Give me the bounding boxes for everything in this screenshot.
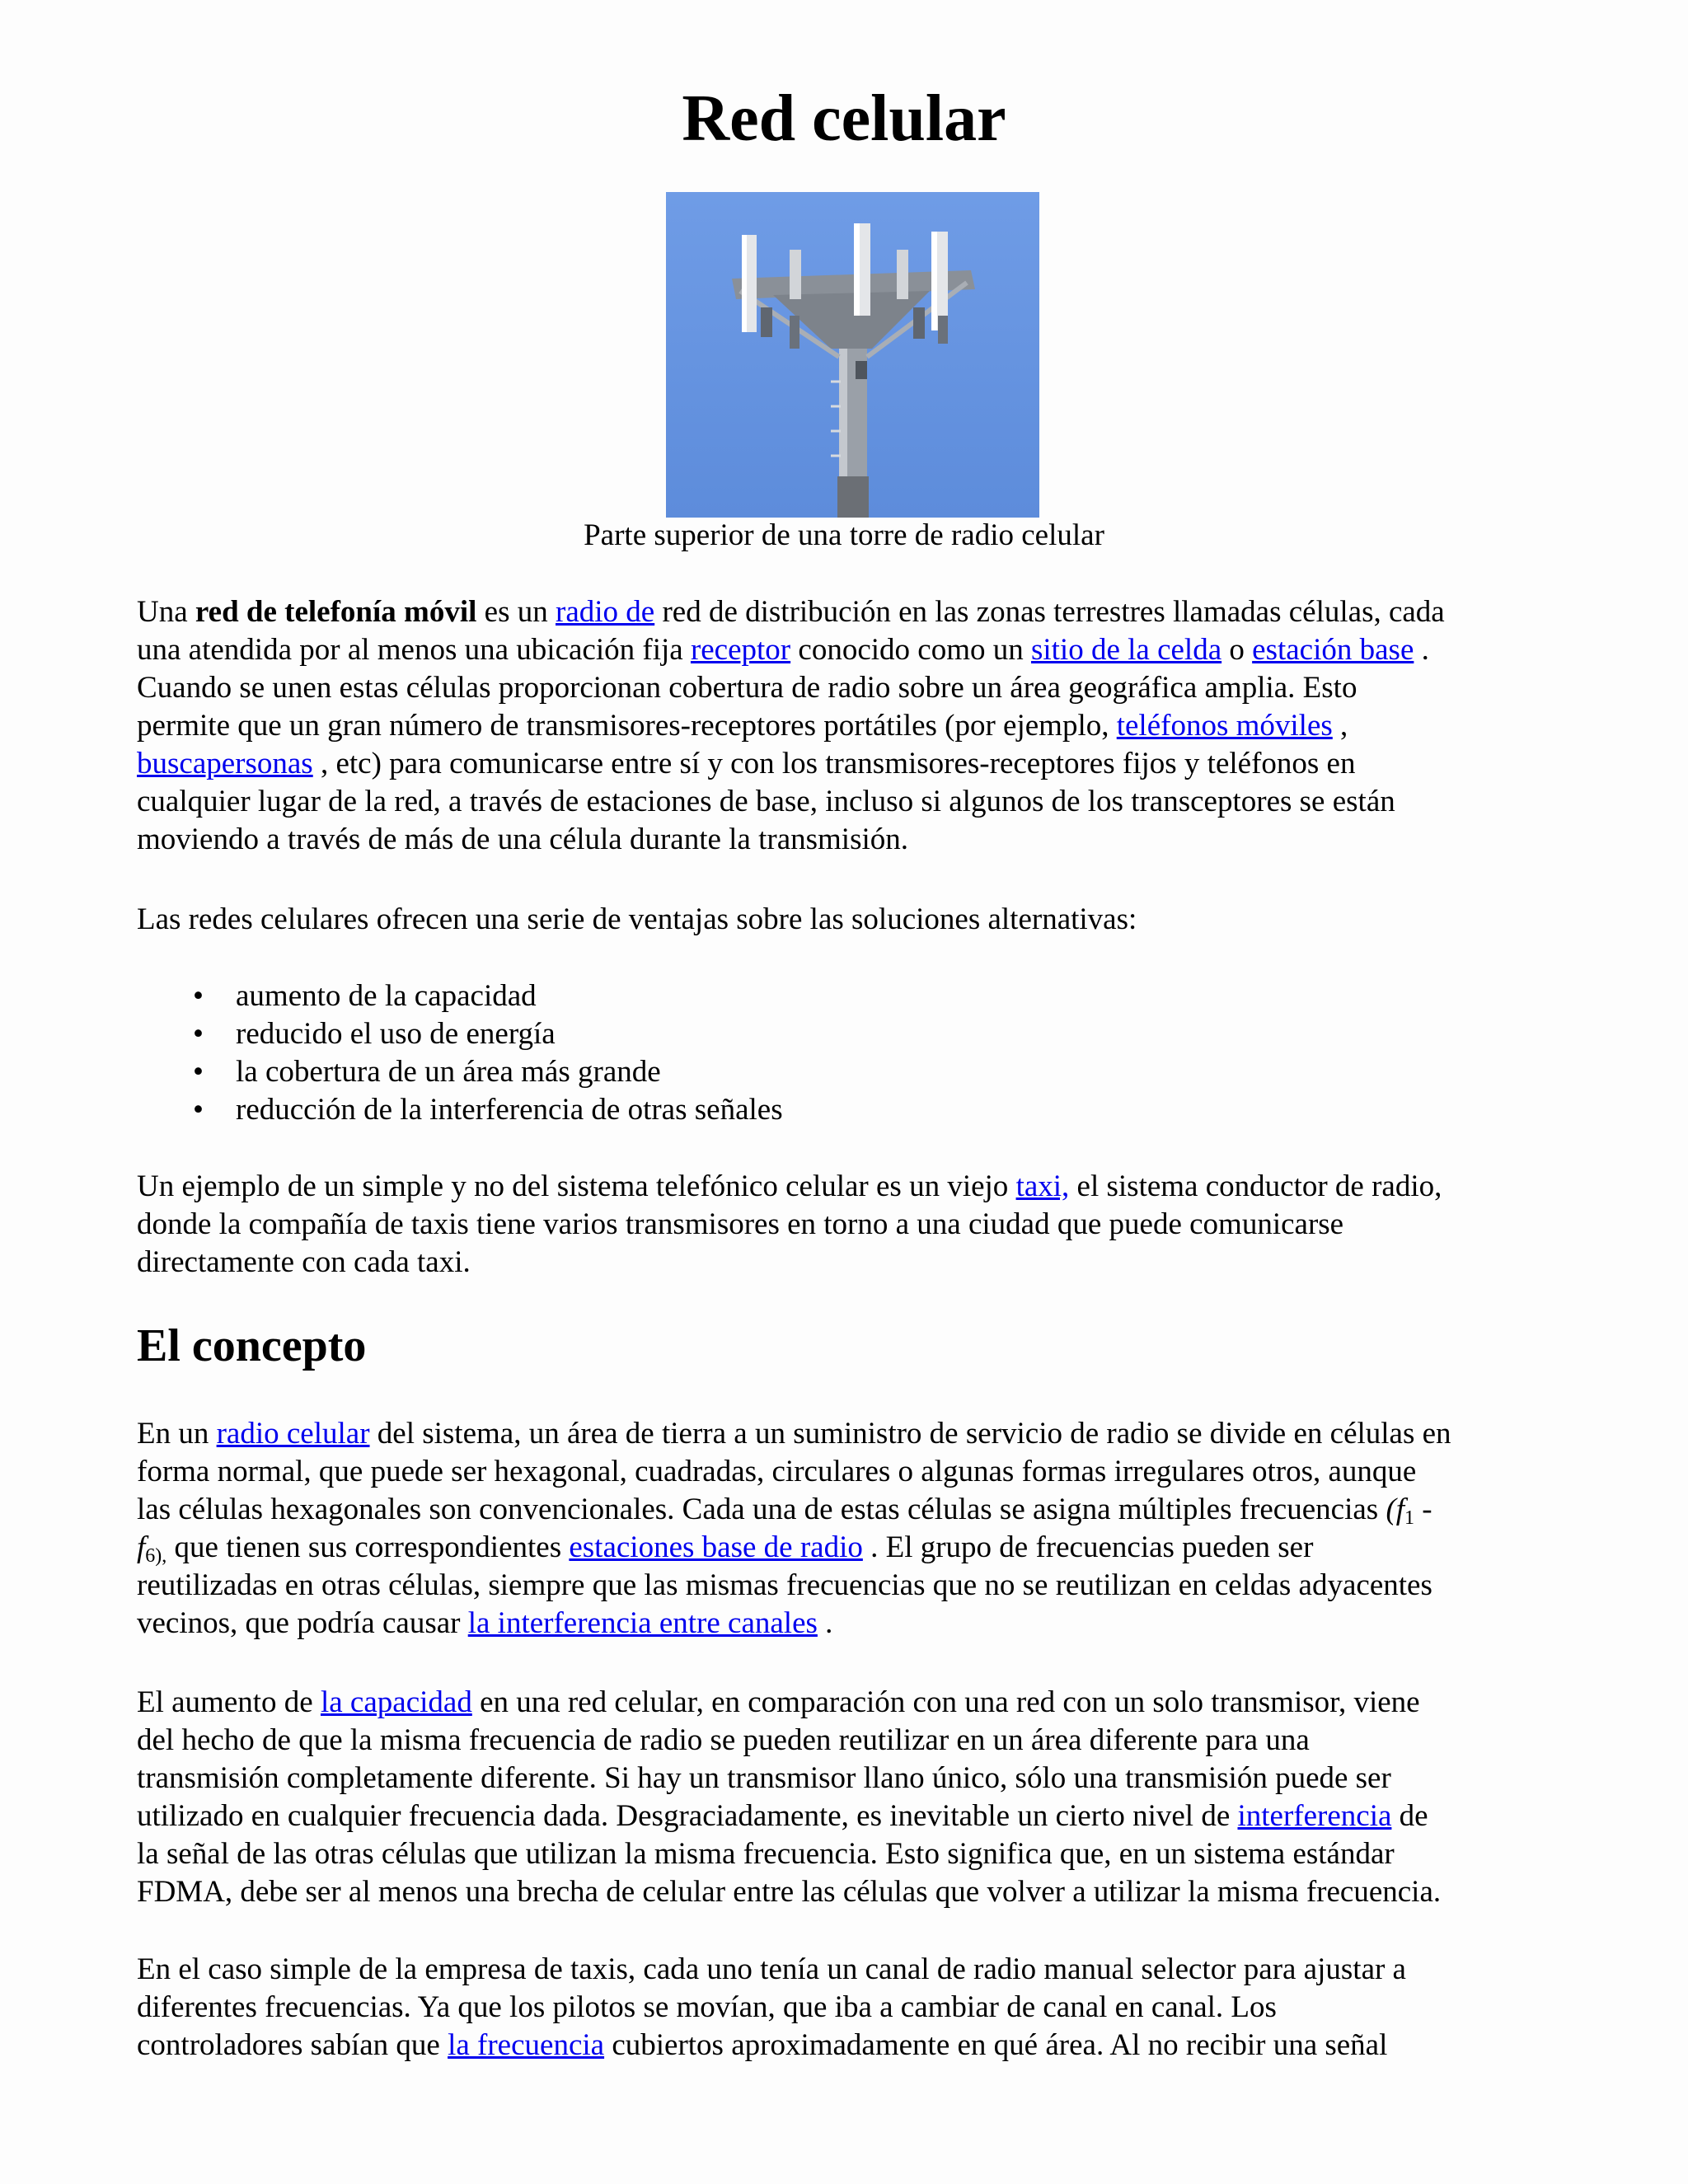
formula-f1: (f [1386,1493,1405,1526]
text-line: En el caso simple de la empresa de taxis, cada uno tenía un canal de radio manual selector para ajustar a [137,1952,1406,1986]
text-line: directamente con cada taxi. [137,1245,471,1279]
advantages-intro [137,901,1571,939]
formula-f6: f [137,1530,146,1564]
text-line: $f_{6),}$ que tienen sus correspondientes estaciones base de radio . El grupo de frecuencias pueden ser [137,1530,1314,1567]
bold-term: red de telefonía móvil [195,595,477,629]
capacity-paragraph [137,1684,1571,1911]
link-receptor[interactable]: receptor [690,633,791,667]
text-line: buscapersonas , etc) para comunicarse entre sí y con los transmisores-receptores fijos y teléfonos en [137,747,1356,780]
text-line: la señal de las otras células que utilizan la misma frecuencia. Esto significa que, en un sistema estándar [137,1837,1395,1871]
text-line: El aumento de la capacidad en una red celular, en comparación con una red con un solo transmisor, viene [137,1685,1420,1719]
text-line: diferentes frecuencias. Ya que los pilotos se movían, que iba a cambiar de canal en canal. Los [137,1990,1277,2024]
text-line: Cuando se unen estas células proporcionan cobertura de radio sobre un área geográfica amplia. Esto [137,671,1357,705]
text-line: controladores sabían que la frecuencia cubiertos aproximadamente en qué área. Al no recibir una señal [137,2028,1388,2062]
text-line: del hecho de que la misma frecuencia de radio se pueden reutilizar en un área diferente para una [137,1723,1310,1757]
link-estacion-base[interactable]: estación base [1252,633,1414,667]
text-line: Una red de telefonía móvil es un radio de red de distribución en las zonas terrestres llamadas células, cada [137,595,1445,629]
text-line: En un radio celular del sistema, un área de tierra a un suministro de servicio de radio se divide en células en [137,1417,1451,1451]
link-interferencia[interactable]: interferencia [1237,1799,1392,1833]
text-line: cualquier lugar de la red, a través de estaciones de base, incluso si algunos de los transceptores se están [137,785,1395,818]
text-line: transmisión completamente diferente. Si hay un transmisor llano único, sólo una transmisión puede ser [137,1761,1391,1795]
text-line: moviendo a través de más de una célula durante la transmisión. [137,823,909,856]
cell-tower-photo [666,192,1039,518]
link-interferencia-entre-canales[interactable]: la interferencia entre canales [467,1606,818,1640]
text-line: una atendida por al menos una ubicación fija receptor conocido como un sitio de la celda o estación base . [137,633,1429,667]
subscript: 1 [1404,1507,1415,1529]
concept-paragraph [137,1415,1571,1643]
link-buscapersonas[interactable]: buscapersonas [137,747,313,780]
link-telefonos-moviles[interactable]: teléfonos móviles [1116,709,1333,743]
text-line: Las redes celulares ofrecen una serie de ventajas sobre las soluciones alternativas: [137,902,1137,936]
figure-caption: Parte superior de una torre de radio celular [584,518,1104,552]
section-heading: El concepto [137,1320,367,1371]
list-item: • reducido el uso de energía [137,1015,783,1053]
link-taxi[interactable]: taxi, [1015,1169,1070,1203]
subscript: 6), [145,1545,167,1567]
text-line: forma normal, que puede ser hexagonal, cuadradas, circulares o algunas formas irregulares otros, aunque [137,1455,1417,1488]
taxi-example-paragraph [137,1168,1571,1282]
cell-tower-illustration [666,192,1039,518]
link-estaciones-base-de-radio[interactable]: estaciones base de radio [569,1530,863,1564]
link-radio-celular[interactable]: radio celular [216,1417,370,1451]
link-radio-de[interactable]: radio de [556,595,655,629]
text-line: utilizado en cualquier frecuencia dada. Desgraciadamente, es inevitable un cierto nivel de interferencia de [137,1799,1428,1833]
text-line: FDMA, debe ser al menos una brecha de celular entre las células que volver a utilizar la misma frecuencia. [137,1875,1442,1909]
text-line: permite que un gran número de transmisores-receptores portátiles (por ejemplo, teléfonos móviles , [137,709,1348,743]
text-line: donde la compañía de taxis tiene varios transmisores en torno a una ciudad que puede comunicarse [137,1207,1344,1241]
intro-paragraph [137,593,1571,859]
taxi-channel-paragraph [137,1951,1571,2064]
text-line: Un ejemplo de un simple y no del sistema telefónico celular es un viejo taxi, el sistema conductor de radio, [137,1169,1442,1203]
advantages-list [137,977,783,1129]
text-line: reutilizadas en otras células, siempre que las mismas frecuencias que no se reutilizan en celdas adyacentes [137,1568,1432,1602]
text-line: las células hexagonales son convencionales. Cada una de estas células se asigna múltiples frecuencias ($f_1$ - [137,1493,1432,1529]
link-la-capacidad[interactable]: la capacidad [320,1685,472,1719]
page-title: Red celular [682,82,1006,155]
list-item: • aumento de la capacidad [137,977,783,1015]
link-la-frecuencia[interactable]: la frecuencia [448,2028,605,2062]
text-line: vecinos, que podría causar la interferencia entre canales . [137,1606,833,1640]
list-item: • la cobertura de un área más grande [137,1053,783,1091]
link-sitio-de-la-celda[interactable]: sitio de la celda [1030,633,1222,667]
list-item: • reducción de la interferencia de otras señales [137,1091,783,1129]
